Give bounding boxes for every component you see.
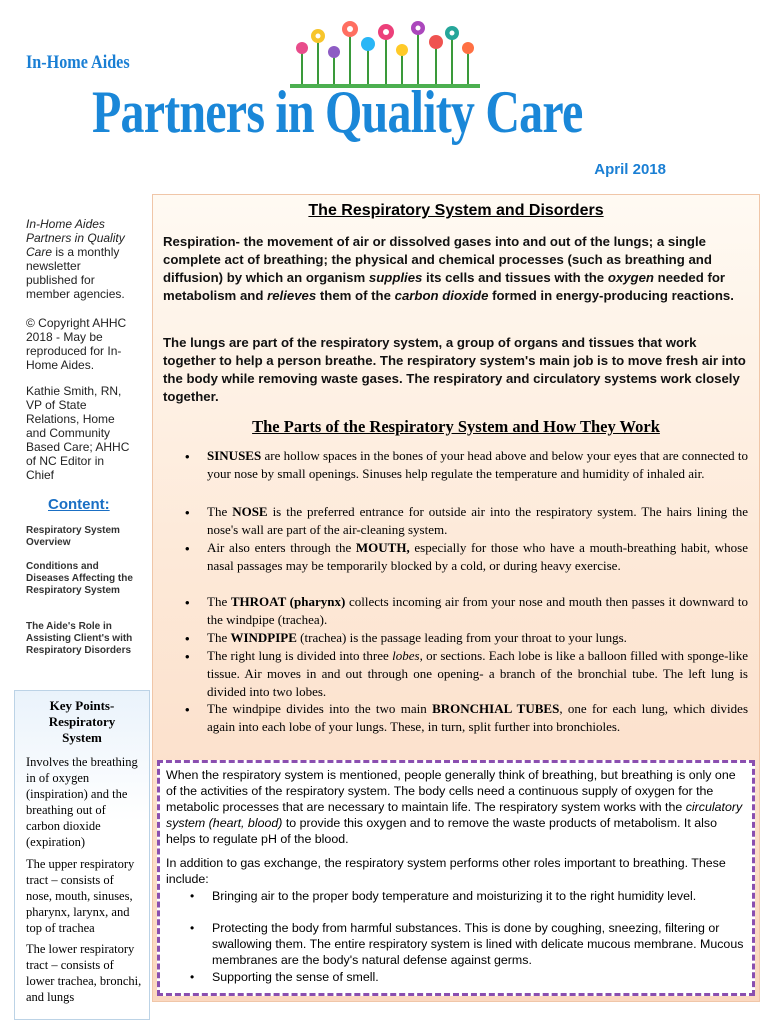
editor-credit: Kathie Smith, RN, VP of State Relations, Home and Community Based Care; AHHC of NC Editor in Chief: [26, 384, 130, 482]
contents-item: Conditions and Diseases Affecting the Respiratory System: [26, 561, 133, 596]
part-bronchial-tubes: The windpipe divides into the two main BRONCHIAL TUBES, one for each lung, which divides again into each lobe of your lungs. These, in turn, split further into bronchioles.: [207, 701, 749, 734]
key-point: The upper respiratory tract – consists of nose, mouth, sinuses, pharynx, larynx, and top of trachea: [26, 857, 135, 935]
about-newsletter-title: In-Home Aides Partners in Quality Care: [26, 217, 125, 259]
part-windpipe: The WINDPIPE (trachea) is the passage leading from your throat to your lungs.: [207, 630, 627, 645]
part-mouth: Air also enters through the MOUTH, especially for those who have a mouth-breathing habit, whose nasal passages may be temporarily blocked by a cold, or during heavy exercise.: [207, 540, 748, 573]
respiratory-roles-lead: In addition to gas exchange, the respiratory system performs other roles important to breathing. These include:: [166, 856, 726, 886]
copyright-note: © Copyright AHHC 2018 - May be reproduced for In-Home Aides.: [26, 316, 127, 372]
bullet: •: [190, 889, 195, 903]
part-lungs: The right lung is divided into three lobes, or sections. Each lobe is like a balloon filled with sponge-like tissue. Air moves in and out through one opening- a branch of the bronchial tube. The left lung is divided into two lobes.: [207, 648, 749, 699]
key-point: The lower respiratory tract – consists of lower trachea, bronchi, and lungs: [26, 942, 142, 1004]
about-newsletter: [26, 217, 134, 301]
lungs-overview: The lungs are part of the respiratory system, a group of organs and tissues that work together to help a person breathe. The respiratory system's main job is to move fresh air into the body while removing waste gases. The respiratory and circulatory systems work closely together.: [163, 335, 746, 404]
bullet: •: [185, 631, 190, 646]
contents-item: The Aide's Role in Assisting Client's with Respiratory Disorders: [26, 621, 133, 656]
key-point: Involves the breathing in of oxygen (inspiration) and the breathing out of carbon dioxide (expiration): [26, 755, 138, 849]
bullet: •: [190, 921, 195, 935]
article-title: The Respiratory System and Disorders: [308, 202, 604, 219]
respiratory-functions-intro: When the respiratory system is mentioned, people generally think of breathing, but breathing is only one of the activities of the respiratory system. The body cells need a continuous supply of oxygen for the metabolic processes that are necessary to maintain life. The respiratory system works with the circulatory system (heart, blood) to provide this oxygen and to remove the waste products of metabolism. It also helps to regulate pH of the blood.: [166, 768, 743, 846]
part-nose: The NOSE is the preferred entrance for outside air into the respiratory system. The hairs lining the nose's wall are part of the air-cleaning system.: [207, 504, 748, 537]
issue-date: April 2018: [594, 161, 666, 178]
bullet: •: [185, 702, 190, 717]
contents-item: Respiratory System Overview: [26, 525, 120, 548]
part-sinuses: SINUSES are hollow spaces in the bones of your head above and below your eyes that are connected to your nose by small openings. Sinuses help regulate the temperature and humidity of inhaled air.: [207, 448, 748, 481]
bullet: •: [185, 649, 190, 664]
bullet: •: [185, 449, 190, 464]
role-item: Protecting the body from harmful substances. This is done by coughing, sneezing, filtering or swallowing them. The entire respiratory system is lined with delicate mucous membrane. Mucous membranes are the body's natural defense against germs.: [212, 921, 744, 967]
key-points-title: Key Points- Respiratory System: [48, 698, 116, 745]
respiration-definition: Respiration- the movement of air or dissolved gases into and out of the lungs; a single complete act of breathing; the physical and chemical processes (such as breathing and diffusion) by which an organism supplies its cells and tissues with the oxygen needed for metabolism and relieves them of the carbon dioxide formed in energy-producing reactions.: [163, 234, 734, 303]
bullet: •: [185, 505, 190, 520]
bullet: •: [190, 970, 195, 984]
role-item: Bringing air to the proper body temperature and moisturizing it to the right humidity level.: [212, 889, 697, 903]
contents-heading: Content:: [48, 496, 110, 513]
bullet: •: [185, 595, 190, 610]
newsletter-masthead: Partners in Quality Care: [92, 79, 583, 145]
role-item: Supporting the sense of smell.: [212, 970, 379, 984]
part-throat: The THROAT (pharynx) collects incoming air from your nose and mouth then passes it downward to the windpipe (trachea).: [207, 594, 748, 627]
about-newsletter-text: is a monthly newsletter published for member agencies.: [26, 245, 125, 301]
parts-heading: The Parts of the Respiratory System and How They Work: [252, 417, 660, 436]
organization-name: In-Home Aides: [26, 52, 130, 73]
bullet: •: [185, 541, 190, 556]
